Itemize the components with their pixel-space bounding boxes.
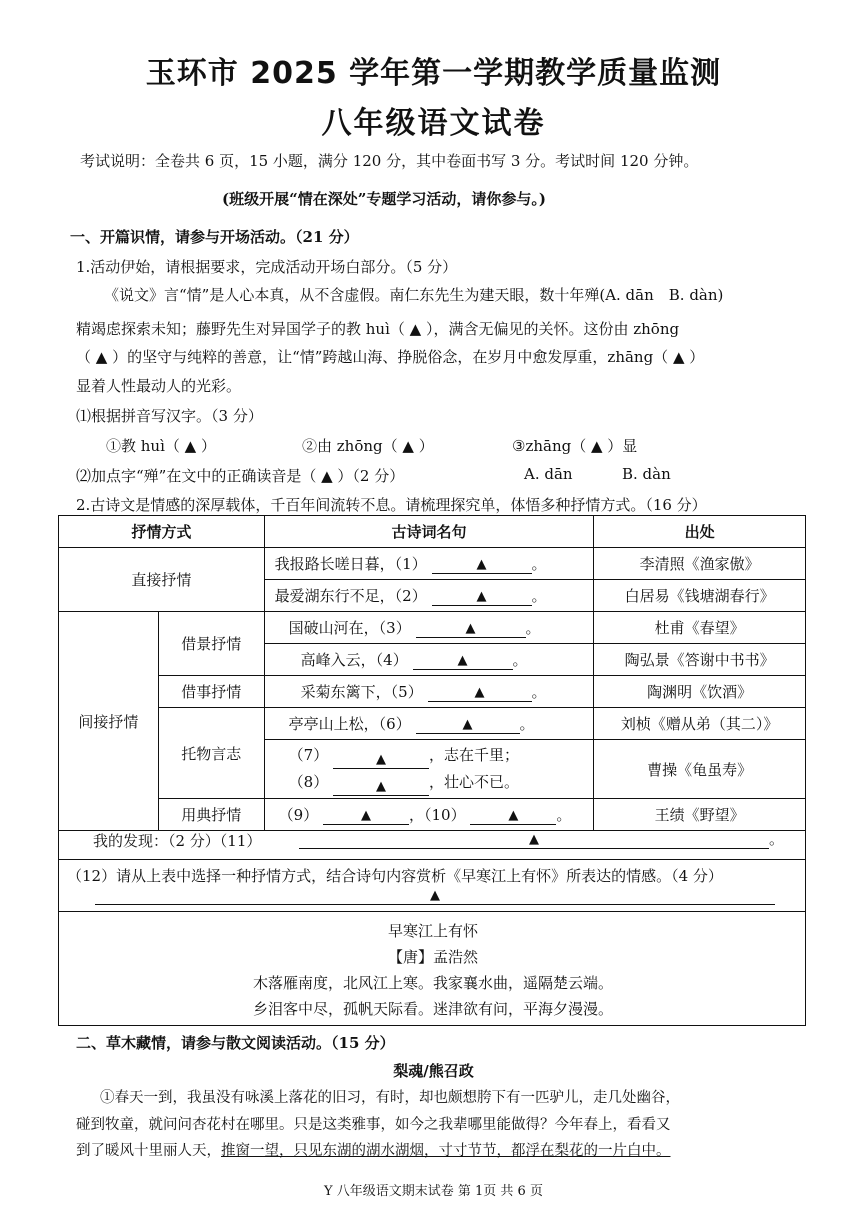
- poem-line: 最爱湖东行不足，（2） ▲ 。: [264, 580, 594, 612]
- poem-source: 陶渊明《饮酒》: [594, 676, 806, 708]
- poem-source: 陶弘景《答谢中书书》: [594, 644, 806, 676]
- poem-line: （9） ▲ ，（10） ▲ 。: [264, 799, 594, 831]
- essay-title: 梨魂/熊召政: [393, 1062, 474, 1080]
- poem-source: 王绩《野望》: [594, 799, 806, 831]
- category-indirect: 间接抒情: [59, 612, 159, 831]
- category-direct: 直接抒情: [59, 548, 265, 612]
- section1-heading: 一、开篇识情，请参与开场活动。（21 分）: [70, 228, 359, 246]
- exam-note: 考试说明：全卷共 6 页，15 小题，满分 120 分，其中卷面书写 3 分。考试时间 120 分钟。: [80, 152, 699, 170]
- q1-sub1-item: ③zhāng（ ▲ ）显: [512, 437, 638, 455]
- essay-line: 碰到牧童，就问问杏花村在哪里。只是这类雅事，如今之我辈哪里能做得？今年春上，看看又: [76, 1117, 671, 1133]
- poem-line: 高峰入云，（4） ▲ 。: [264, 644, 594, 676]
- underlined-sentence: 推窗一望，只见东湖的湖水湖烟，寸寸节节，都浮在梨花的一片白中。: [221, 1143, 671, 1159]
- table-header: 古诗词名句: [264, 516, 594, 548]
- activity-note: (班级开展“情在深处”专题学习活动，请你参与。): [222, 190, 546, 208]
- answer-blank-5[interactable]: ▲: [428, 683, 532, 702]
- q1-para-line: （ ▲ ）的坚守与纯粹的善意，让“情”跨越山海、挣脱俗念，在岁月中愈发厚重，zhāng（ ▲ ）: [76, 348, 705, 366]
- q1-para-line: 《说文》言“情”是人心本真，从不含虚假。南仁东先生为建天眼，数十年殚(A. dān B. dàn): [104, 286, 724, 304]
- answer-blank-10[interactable]: ▲: [470, 806, 556, 825]
- q1-sub2-option: A. dān: [524, 465, 573, 483]
- q2-intro: 2.古诗文是情感的深厚载体，千百年间流转不息。请梳理探究单，体悟多种抒情方式。（16 分）: [76, 496, 707, 514]
- poem-source: 白居易《钱塘湖春行》: [594, 580, 806, 612]
- q1-sub1: ⑴根据拼音写汉字。（3 分）: [76, 407, 263, 425]
- answer-blank-3[interactable]: ▲: [416, 619, 526, 638]
- q1-sub1-item: ①教 huì（ ▲ ）: [106, 437, 216, 455]
- q1-sub2-option: B. dàn: [622, 465, 671, 483]
- exam-subtitle: 八年级语文试卷: [321, 106, 546, 141]
- poem-source: 杜甫《春望》: [594, 612, 806, 644]
- discovery-label: 我的发现：（2 分）（11）: [93, 832, 262, 850]
- poem-line: 采菊东篱下，（5） ▲ 。: [264, 676, 594, 708]
- answer-blank-12[interactable]: ▲: [95, 886, 775, 905]
- subcategory-event: 借事抒情: [158, 676, 264, 708]
- section2-heading: 二、草木藏情，请参与散文阅读活动。（15 分）: [76, 1034, 395, 1052]
- poem-source: 曹操《龟虽寿》: [594, 740, 806, 799]
- q1-sub2: ⑵加点字“殚”在文中的正确读音是（ ▲ ）（2 分）: [76, 467, 405, 485]
- essay-line: 到了暖风十里丽人天，推窗一望，只见东湖的湖水湖烟，寸寸节节，都浮在梨花的一片白中。: [76, 1143, 671, 1159]
- table-header: 出处: [594, 516, 806, 548]
- poem-line: （7） ▲ ，志在千里； （8） ▲ ，壮心不已。: [264, 740, 594, 799]
- answer-blank-7[interactable]: ▲: [333, 750, 429, 769]
- q12-prompt: （12）请从上表中选择一种抒情方式，结合诗句内容赏析《早寒江上有怀》所表达的情感。（4 分）: [67, 867, 723, 885]
- subcategory-allusion: 用典抒情: [158, 799, 264, 831]
- subcategory-scene: 借景抒情: [158, 612, 264, 676]
- poem-title: 早寒江上有怀: [387, 922, 478, 940]
- q1-intro: 1.活动伊始，请根据要求，完成活动开场白部分。（5 分）: [76, 258, 458, 276]
- answer-blank-8[interactable]: ▲: [333, 777, 429, 796]
- essay-line: ①春天一到，我虽没有咏溪上落花的旧习，有时，却也颇想胯下有一匹驴儿，走几处幽谷，: [100, 1090, 680, 1106]
- poem-author: 【唐】孟浩然: [387, 948, 478, 966]
- answer-blank-6[interactable]: ▲: [416, 715, 520, 734]
- lyric-methods-table: [58, 515, 806, 831]
- subcategory-object: 托物言志: [158, 708, 264, 799]
- q12-row: [58, 860, 806, 912]
- table-header: 抒情方式: [59, 516, 265, 548]
- poem-line: 木落雁南度，北风江上寒。我家襄水曲，遥隔楚云端。: [252, 974, 613, 992]
- poem-line: 我报路长嗟日暮，（1） ▲ 。: [264, 548, 594, 580]
- answer-blank-11[interactable]: ▲: [299, 830, 769, 849]
- page-footer: Y 八年级语文期末试卷 第 1页 共 6 页: [324, 1184, 543, 1199]
- poem-source: 李清照《渔家傲》: [594, 548, 806, 580]
- poem-source: 刘桢《赠从弟（其二）》: [594, 708, 806, 740]
- answer-blank-1[interactable]: ▲: [432, 555, 532, 574]
- answer-blank-2[interactable]: ▲: [432, 587, 532, 606]
- q1-para-line: 精竭虑探索未知；藤野先生对异国学子的教 huì（ ▲ ），满含无偏见的关怀。这份由 zhōng: [76, 320, 680, 338]
- answer-blank-9[interactable]: ▲: [323, 806, 409, 825]
- poem-line: 亭亭山上松，（6） ▲ 。: [264, 708, 594, 740]
- exam-title: 玉环市 2025 学年第一学期教学质量监测: [145, 56, 722, 91]
- q12-answer-line: [95, 886, 775, 905]
- poem-box: [58, 912, 806, 1026]
- discovery-answer-line: ▲ 。: [299, 828, 784, 849]
- answer-blank-4[interactable]: ▲: [413, 651, 513, 670]
- q1-para-line: 显着人性最动人的光彩。: [76, 377, 242, 395]
- poem-line: 国破山河在，（3） ▲ 。: [264, 612, 594, 644]
- q1-sub1-item: ②由 zhōng（ ▲ ）: [302, 437, 434, 455]
- discovery-row: [58, 820, 806, 860]
- poem-line: 乡泪客中尽，孤帆天际看。迷津欲有问，平海夕漫漫。: [252, 1000, 613, 1018]
